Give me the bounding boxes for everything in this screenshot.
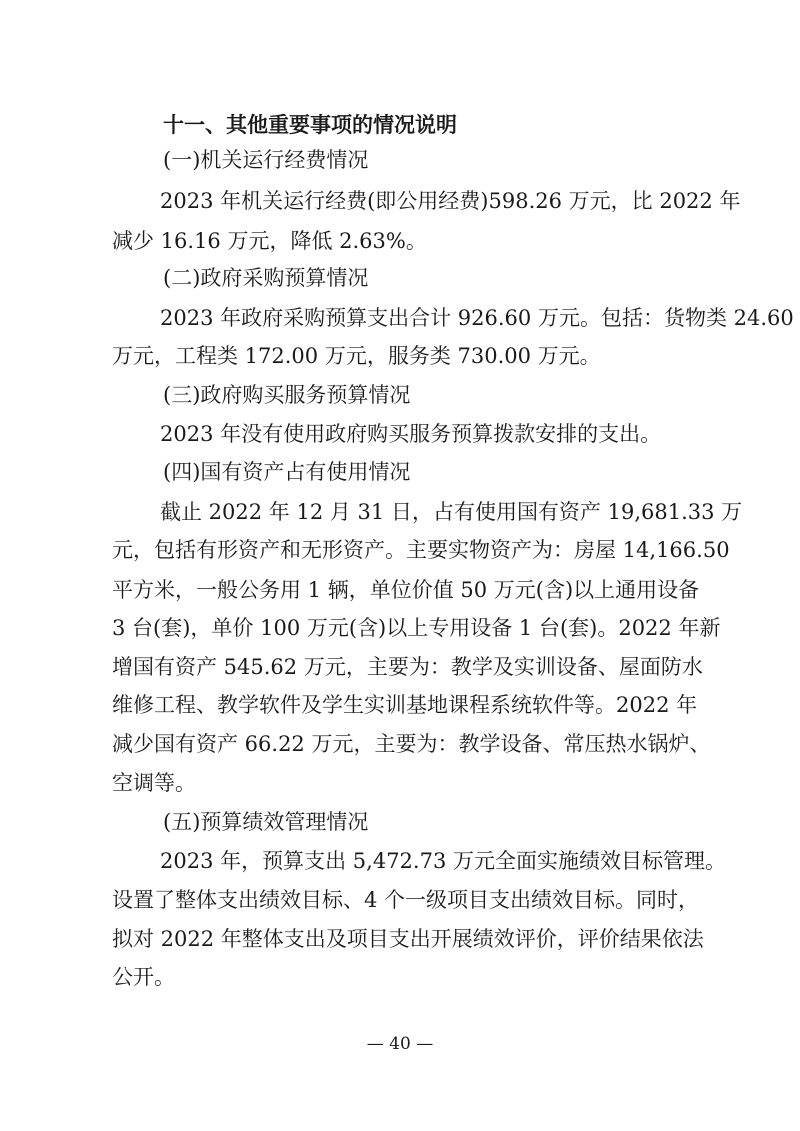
- subsection-heading-3: (三)政府购买服务预算情况: [163, 383, 411, 407]
- subsection-heading-5: (五)预算绩效管理情况: [163, 810, 369, 834]
- paragraph-line: 2023 年没有使用政府购买服务预算拨款安排的支出。: [160, 422, 662, 446]
- paragraph-line: 截止 2022 年 12 月 31 日，占有使用国有资产 19,681.33 万: [160, 500, 743, 524]
- paragraph-line: 设置了整体支出绩效目标、4 个一级项目支出绩效目标。同时，: [112, 888, 700, 912]
- page-number: — 40 —: [366, 1034, 434, 1054]
- subsection-heading-2: (二)政府采购预算情况: [163, 266, 369, 290]
- paragraph-line: 元，包括有形资产和无形资产。主要实物资产为：房屋 14,166.50: [112, 538, 730, 562]
- paragraph-line: 减少 16.16 万元，降低 2.63%。: [112, 229, 427, 253]
- subsection-heading-1: (一)机关运行经费情况: [163, 148, 369, 172]
- paragraph-line: 平方米，一般公务用 1 辆，单位价值 50 万元(含)以上通用设备: [112, 578, 700, 602]
- paragraph-line: 2023 年，预算支出 5,472.73 万元全面实施绩效目标管理。: [160, 849, 726, 873]
- section-title: 十一、其他重要事项的情况说明: [163, 113, 457, 137]
- paragraph-line: 空调等。: [112, 771, 196, 795]
- paragraph-line: 维修工程、教学软件及学生实训基地课程系统软件等。2022 年: [112, 693, 698, 717]
- paragraph-line: 万元，工程类 172.00 万元，服务类 730.00 万元。: [112, 344, 601, 368]
- paragraph-line: 减少国有资产 66.22 万元，主要为：教学设备、常压热水锅炉、: [112, 732, 711, 756]
- paragraph-line: 增国有资产 545.62 万元，主要为：教学及实训设备、屋面防水: [112, 655, 703, 679]
- paragraph-line: 2023 年政府采购预算支出合计 926.60 万元。包括：货物类 24.60: [160, 306, 794, 330]
- paragraph-line: 2023 年机关运行经费(即公用经费)598.26 万元，比 2022 年: [160, 189, 741, 213]
- paragraph-line: 拟对 2022 年整体支出及项目支出开展绩效评价，评价结果依法: [112, 927, 704, 951]
- subsection-heading-4: (四)国有资产占有使用情况: [163, 460, 411, 484]
- paragraph-line: 3 台(套)，单价 100 万元(含)以上专用设备 1 台(套)。2022 年新: [112, 616, 721, 640]
- paragraph-line: 公开。: [112, 965, 175, 989]
